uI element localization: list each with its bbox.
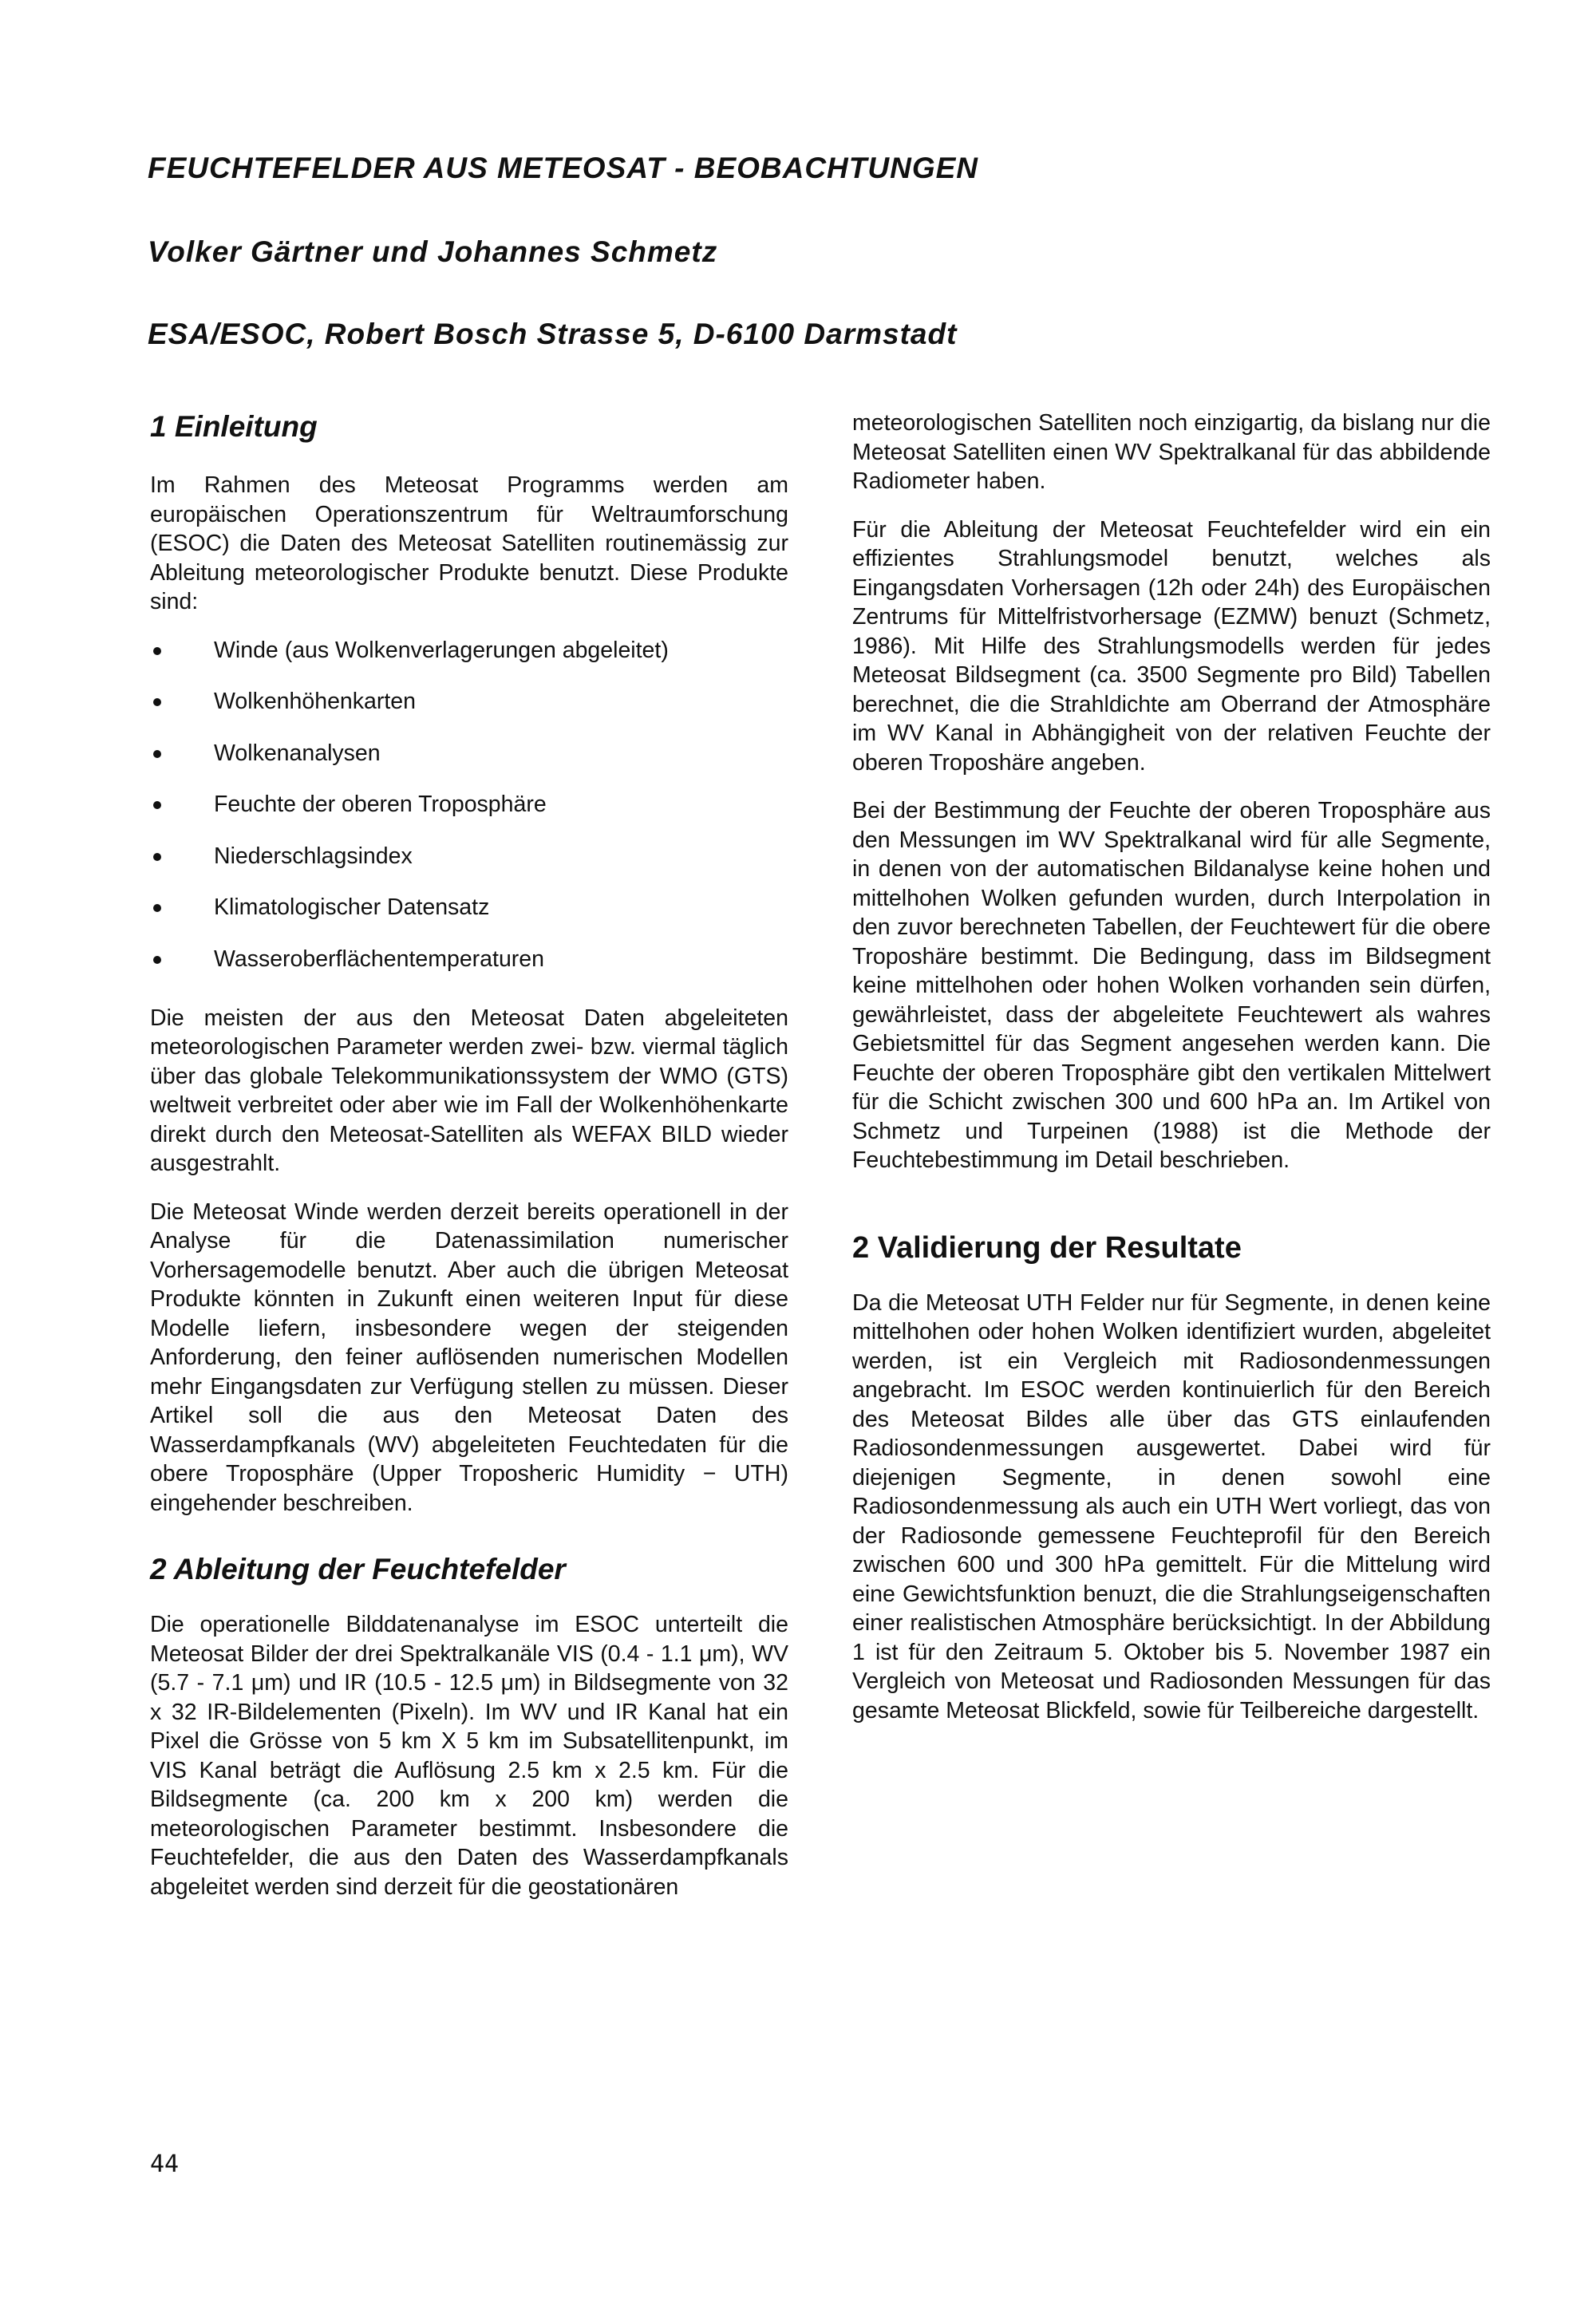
authors: Volker Gärtner und Johannes Schmetz	[148, 235, 718, 268]
paragraph: Bei der Bestimmung der Feuchte der oberen Troposphäre aus den Messungen im WV Spektralkanal wird für alle Segmente, in denen von der automatischen Bildanalyse keine hohen und mittelhohen Wolken gefunden wurden, durch Interpolation in den zuvor berechneten Tabellen, der Feuchtewert für die obere Troposhäre bestimmt. Die Bedingung, dass im Bildsegment keine mittelhohen oder hohen Wolken vorhanden sein dürfen, gewährleistet, dass der abgeleitete Feuchtewert als wahres Gebietsmittel für das Segment angesehen werden kann. Die Feuchte der oberen Troposphäre gibt den vertikalen Mittelwert für die Schicht zwischen 300 und 600 hPa an. Im Artikel von Schmetz und Turpeinen (1988) ist die Methode der Feuchtebestimmung im Detail beschrieben.	[852, 798, 1491, 1173]
left-column	[150, 409, 788, 1921]
bullet-icon	[153, 956, 161, 964]
list-item: Wolkenanalysen	[150, 739, 788, 791]
list-item: Klimatologischer Datensatz	[150, 893, 788, 945]
paragraph: Die meisten der aus den Meteosat Daten abgeleiteten meteorologischen Parameter werden zwei- bzw. viermal täglich über das globale Telekommunikationssystem der WMO (GTS) weltweit verbreitet oder aber wie im Fall der Wolkenhöhenkarte direkt durch den Meteosat-Satelliten als WEFAX BILD wieder ausgestrahlt.	[150, 1005, 788, 1176]
list-item: Niederschlagsindex	[150, 842, 788, 894]
paragraph: Die operationelle Bilddatenanalyse im ESOC unterteilt die Meteosat Bilder der drei Spektralkanäle VIS (0.4 - 1.1 μm), WV (5.7 - 7.1 μm) und IR (10.5 - 12.5 μm) in Bildsegmente von 32 x 32 IR-Bildelementen (Pixeln). Im WV und IR Kanal hat ein Pixel die Grösse von 5 km X 5 km im Subsatellitenpunkt, im VIS Kanal beträgt die Auflösung 2.5 km x 2.5 km. Für die Bildsegmente (ca. 200 km x 200 km) werden die meteorologischen Parameter bestimmt. Insbesondere die Feuchtefelder, die aus den Daten des Wasserdampfkanals abgeleitet werden sind derzeit für die geostationären	[150, 1612, 788, 1900]
page-number: 44	[150, 2150, 180, 2178]
list-item: Wasseroberflächentemperaturen	[150, 945, 788, 986]
bullet-icon	[153, 647, 161, 655]
list-item: Feuchte der oberen Troposphäre	[150, 790, 788, 842]
list-item: Winde (aus Wolkenverlagerungen abgeleitet)	[150, 636, 788, 688]
section-heading-ableitung: 2 Ableitung der Feuchtefelder	[150, 1553, 566, 1585]
paragraph-continuation: meteorologischen Satelliten noch einzigartig, da bislang nur die Meteosat Satelliten einen WV Spektralkanal für das abbildende Radiometer haben.	[852, 410, 1491, 494]
bullet-icon	[153, 801, 161, 809]
paragraph: Für die Ableitung der Meteosat Feuchtefelder wird ein ein effizientes Strahlungsmodel benutzt, welches als Eingangsdaten Vorhersagen (12h oder 24h) des Europäischen Zentrums für Mittelfristvorhersage (EZMW) benuzt (Schmetz, 1986). Mit Hilfe des Strahlungsmodells werden für jedes Meteosat Bildsegment (ca. 3500 Segmente pro Bild) Tabellen berechnet, die die Strahldichte am Oberrand der Atmosphäre im WV Kanal in Abhängigheit von der relativen Feuchte der oberen Troposhäre angeben.	[852, 516, 1491, 776]
right-column	[852, 409, 1491, 1744]
product-list	[150, 636, 788, 986]
bullet-icon	[153, 698, 161, 706]
paragraph: Da die Meteosat UTH Felder nur für Segmente, in denen keine mittelhohen oder hohen Wolken identifiziert wurden, abgeleitet werden, ist ein Vergleich mit Radiosondenmessungen angebracht. Im ESOC werden kontinuierlich für den Bereich des Meteosat Bildes alle über das GTS einlaufenden Radiosondenmessungen ausgewertet. Dabei wird für diejenigen Segmente, in denen sowohl eine Radiosondenmessung als auch ein UTH Wert vorliegt, das von der Radiosonde gemessene Feuchteprofil für den Bereich zwischen 600 und 300 hPa gemittelt. Für die Mittelung wird eine Gewichtsfunktion benuzt, die die Strahlungseigenschaften einer realistischen Atmosphäre berücksichtigt. In der Abbildung 1 ist für den Zeitraum 5. Oktober bis 5. November 1987 ein Vergleich von Meteosat und Radiosonden Messungen für das gesamte Meteosat Blickfeld, sowie für Teilbereiche dargestellt.	[852, 1289, 1491, 1724]
paper-title: FEUCHTEFELDER AUS METEOSAT - BEOBACHTUNGEN	[148, 152, 978, 184]
bullet-icon	[153, 904, 161, 912]
list-item: Wolkenhöhenkarten	[150, 687, 788, 739]
section-heading-validierung: 2 Validierung der Resultate	[852, 1230, 1242, 1265]
paragraph: Die Meteosat Winde werden derzeit bereits operationell in der Analyse für die Datenassimilation numerischer Vorhersagemodelle benutzt. Aber auch die übrigen Meteosat Produkte könnten in Zukunft einen weiteren Input für diese Modelle liefern, insbesondere wegen der steigenden Anforderung, den feiner auflösenden numerischen Modellen mehr Eingangsdaten zur Verfügung stellen zu müssen. Dieser Artikel soll die aus den Meteosat Daten des Wasserdampfkanals (WV) abgeleiteten Feuchtedaten für die obere Troposphäre (Upper Troposheric Humidity − UTH) eingehender beschreiben.	[150, 1198, 788, 1516]
bullet-icon	[153, 750, 161, 758]
section-heading-einleitung: 1 Einleitung	[150, 410, 318, 443]
affiliation: ESA/ESOC, Robert Bosch Strasse 5, D-6100 Darmstadt	[148, 318, 958, 350]
bullet-icon	[153, 853, 161, 861]
paragraph-intro: Im Rahmen des Meteosat Programms werden am europäischen Operationszentrum für Weltraumforschung (ESOC) die Daten des Meteosat Satelliten routinemässig zur Ableitung meteorologischer Produkte benutzt. Diese Produkte sind:	[150, 472, 788, 614]
